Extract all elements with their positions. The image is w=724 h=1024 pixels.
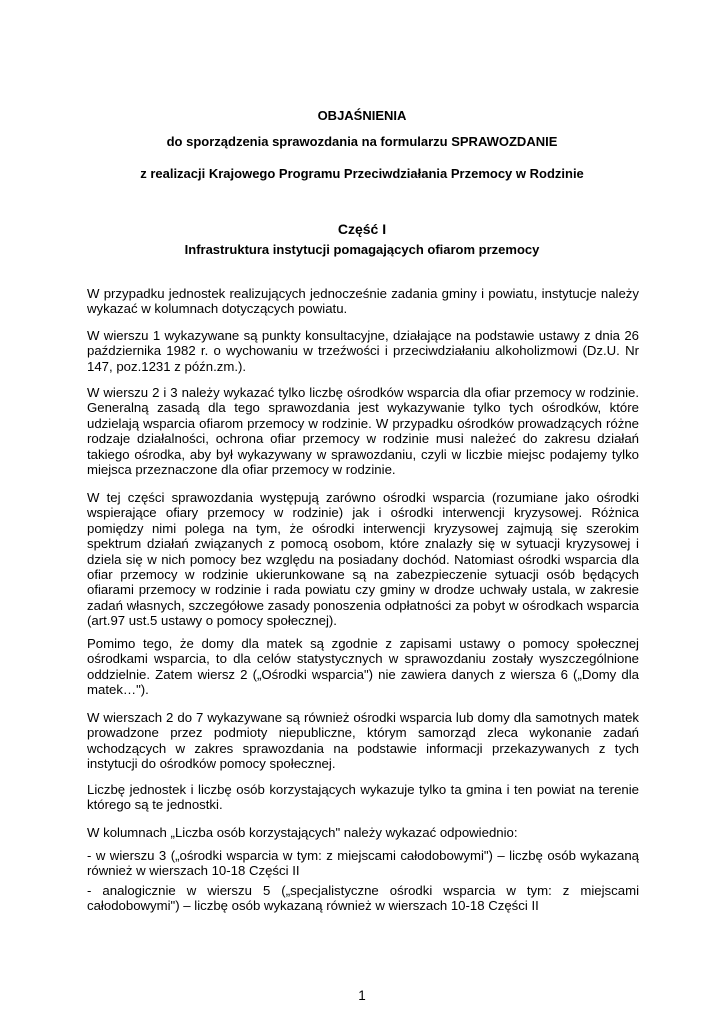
- document-title: OBJAŚNIENIA: [317, 108, 407, 123]
- paragraph: W kolumnach „Liczba osób korzystających" należy wykazać odpowiednio:: [87, 825, 518, 840]
- paragraph: W wierszach 2 do 7 wykazywane są również ośrodki wsparcia lub domy dla samotnych matek prowadzone przez podmioty niepubliczne, którym samorząd zleca wykonanie zadań wchodzących w zakres sprawozdania na podstawie informacji przekazywanych z tych instytucji do ośrodków pomocy społecznej.: [87, 710, 639, 772]
- paragraph: Pomimo tego, że domy dla matek są zgodnie z zapisami ustawy o pomocy społecznej ośrodkami wsparcia, to dla celów statystycznych w sprawozdaniu zostały wyszczególnione oddzielnie. Zatem wiersz 2 („Ośrodki wsparcia") nie zawiera danych z wiersza 6 („Domy dla matek…").: [87, 636, 639, 698]
- document-subtitle-program: z realizacji Krajowego Programu Przeciwdziałania Przemocy w Rodzinie: [140, 166, 584, 181]
- paragraph: W wierszu 1 wykazywane są punkty konsultacyjne, działające na podstawie ustawy z dnia 26 października 1982 r. o wychowaniu w trzeźwości i przeciwdziałaniu alkoholizmowi (Dz.U. Nr 147, poz.1231 z późn.zm.).: [87, 328, 639, 374]
- paragraph: Liczbę jednostek i liczbę osób korzystających wykazuje tylko ta gmina i ten powiat na terenie którego są te jednostki.: [87, 782, 639, 813]
- page-number: 1: [358, 988, 366, 1003]
- paragraph: W przypadku jednostek realizujących jednocześnie zadania gminy i powiatu, instytucje należy wykazać w kolumnach dotyczących powiatu.: [87, 286, 639, 317]
- part-title: Część I: [337, 221, 387, 237]
- document-subtitle: do sporządzenia sprawozdania na formularzu SPRAWOZDANIE: [166, 134, 558, 149]
- paragraph: W wierszu 2 i 3 należy wykazać tylko liczbę ośrodków wsparcia dla ofiar przemocy w rodzinie. Generalną zasadą dla tego sprawozdania jest wykazywanie tylko tych ośrodków, które udzielają wsparcia ofiarom przemocy w rodzinie. W przypadku ośrodków prowadzących różne rodzaje działalności, ochrona ofiar przemocy w rodzinie musi należeć do zakresu działań takiego ośrodka, aby był wykazywany w sprawozdaniu, czyli w liczbie miejsc podajemy tylko miejsca przeznaczone dla ofiar przemocy w rodzinie.: [87, 385, 639, 478]
- paragraph: W tej części sprawozdania występują zarówno ośrodki wsparcia (rozumiane jako ośrodki wspierające ofiary przemocy w rodzinie) jak i ośrodki interwencji kryzysowej. Różnica pomiędzy nimi polega na tym, że ośrodki interwencji kryzysowej zajmują się szerokim spektrum działań związanych z pomocą osobom, które znalazły się w sytuacji kryzysowej i dziela się w nich pomocy bez względu na posiadany dochód. Natomiast ośrodki wsparcia dla ofiar przemocy w rodzinie ukierunkowane są na zabezpieczenie sytuacji osób będących ofiarami przemocy w rodzinie i rada powiatu czy gminy w drodze uchwały ustala, w zakresie zadań własnych, szczegółowe zasady ponoszenia odpłatności za pobyt w ośrodkach wsparcia (art.97 ust.5 ustawy o pomocy społecznej).: [87, 490, 639, 629]
- list-item: - w wierszu 3 („ośrodki wsparcia w tym: z miejscami całodobowymi") – liczbę osób wykazaną również w wierszach 10-18 Części II: [87, 848, 639, 879]
- list-item: - analogicznie w wierszu 5 („specjalistyczne ośrodki wsparcia w tym: z miejscami całodobowymi") – liczbę osób wykazaną również w wierszach 10-18 Części II: [87, 883, 639, 914]
- part-subtitle: Infrastruktura instytucji pomagających ofiarom przemocy: [184, 242, 540, 257]
